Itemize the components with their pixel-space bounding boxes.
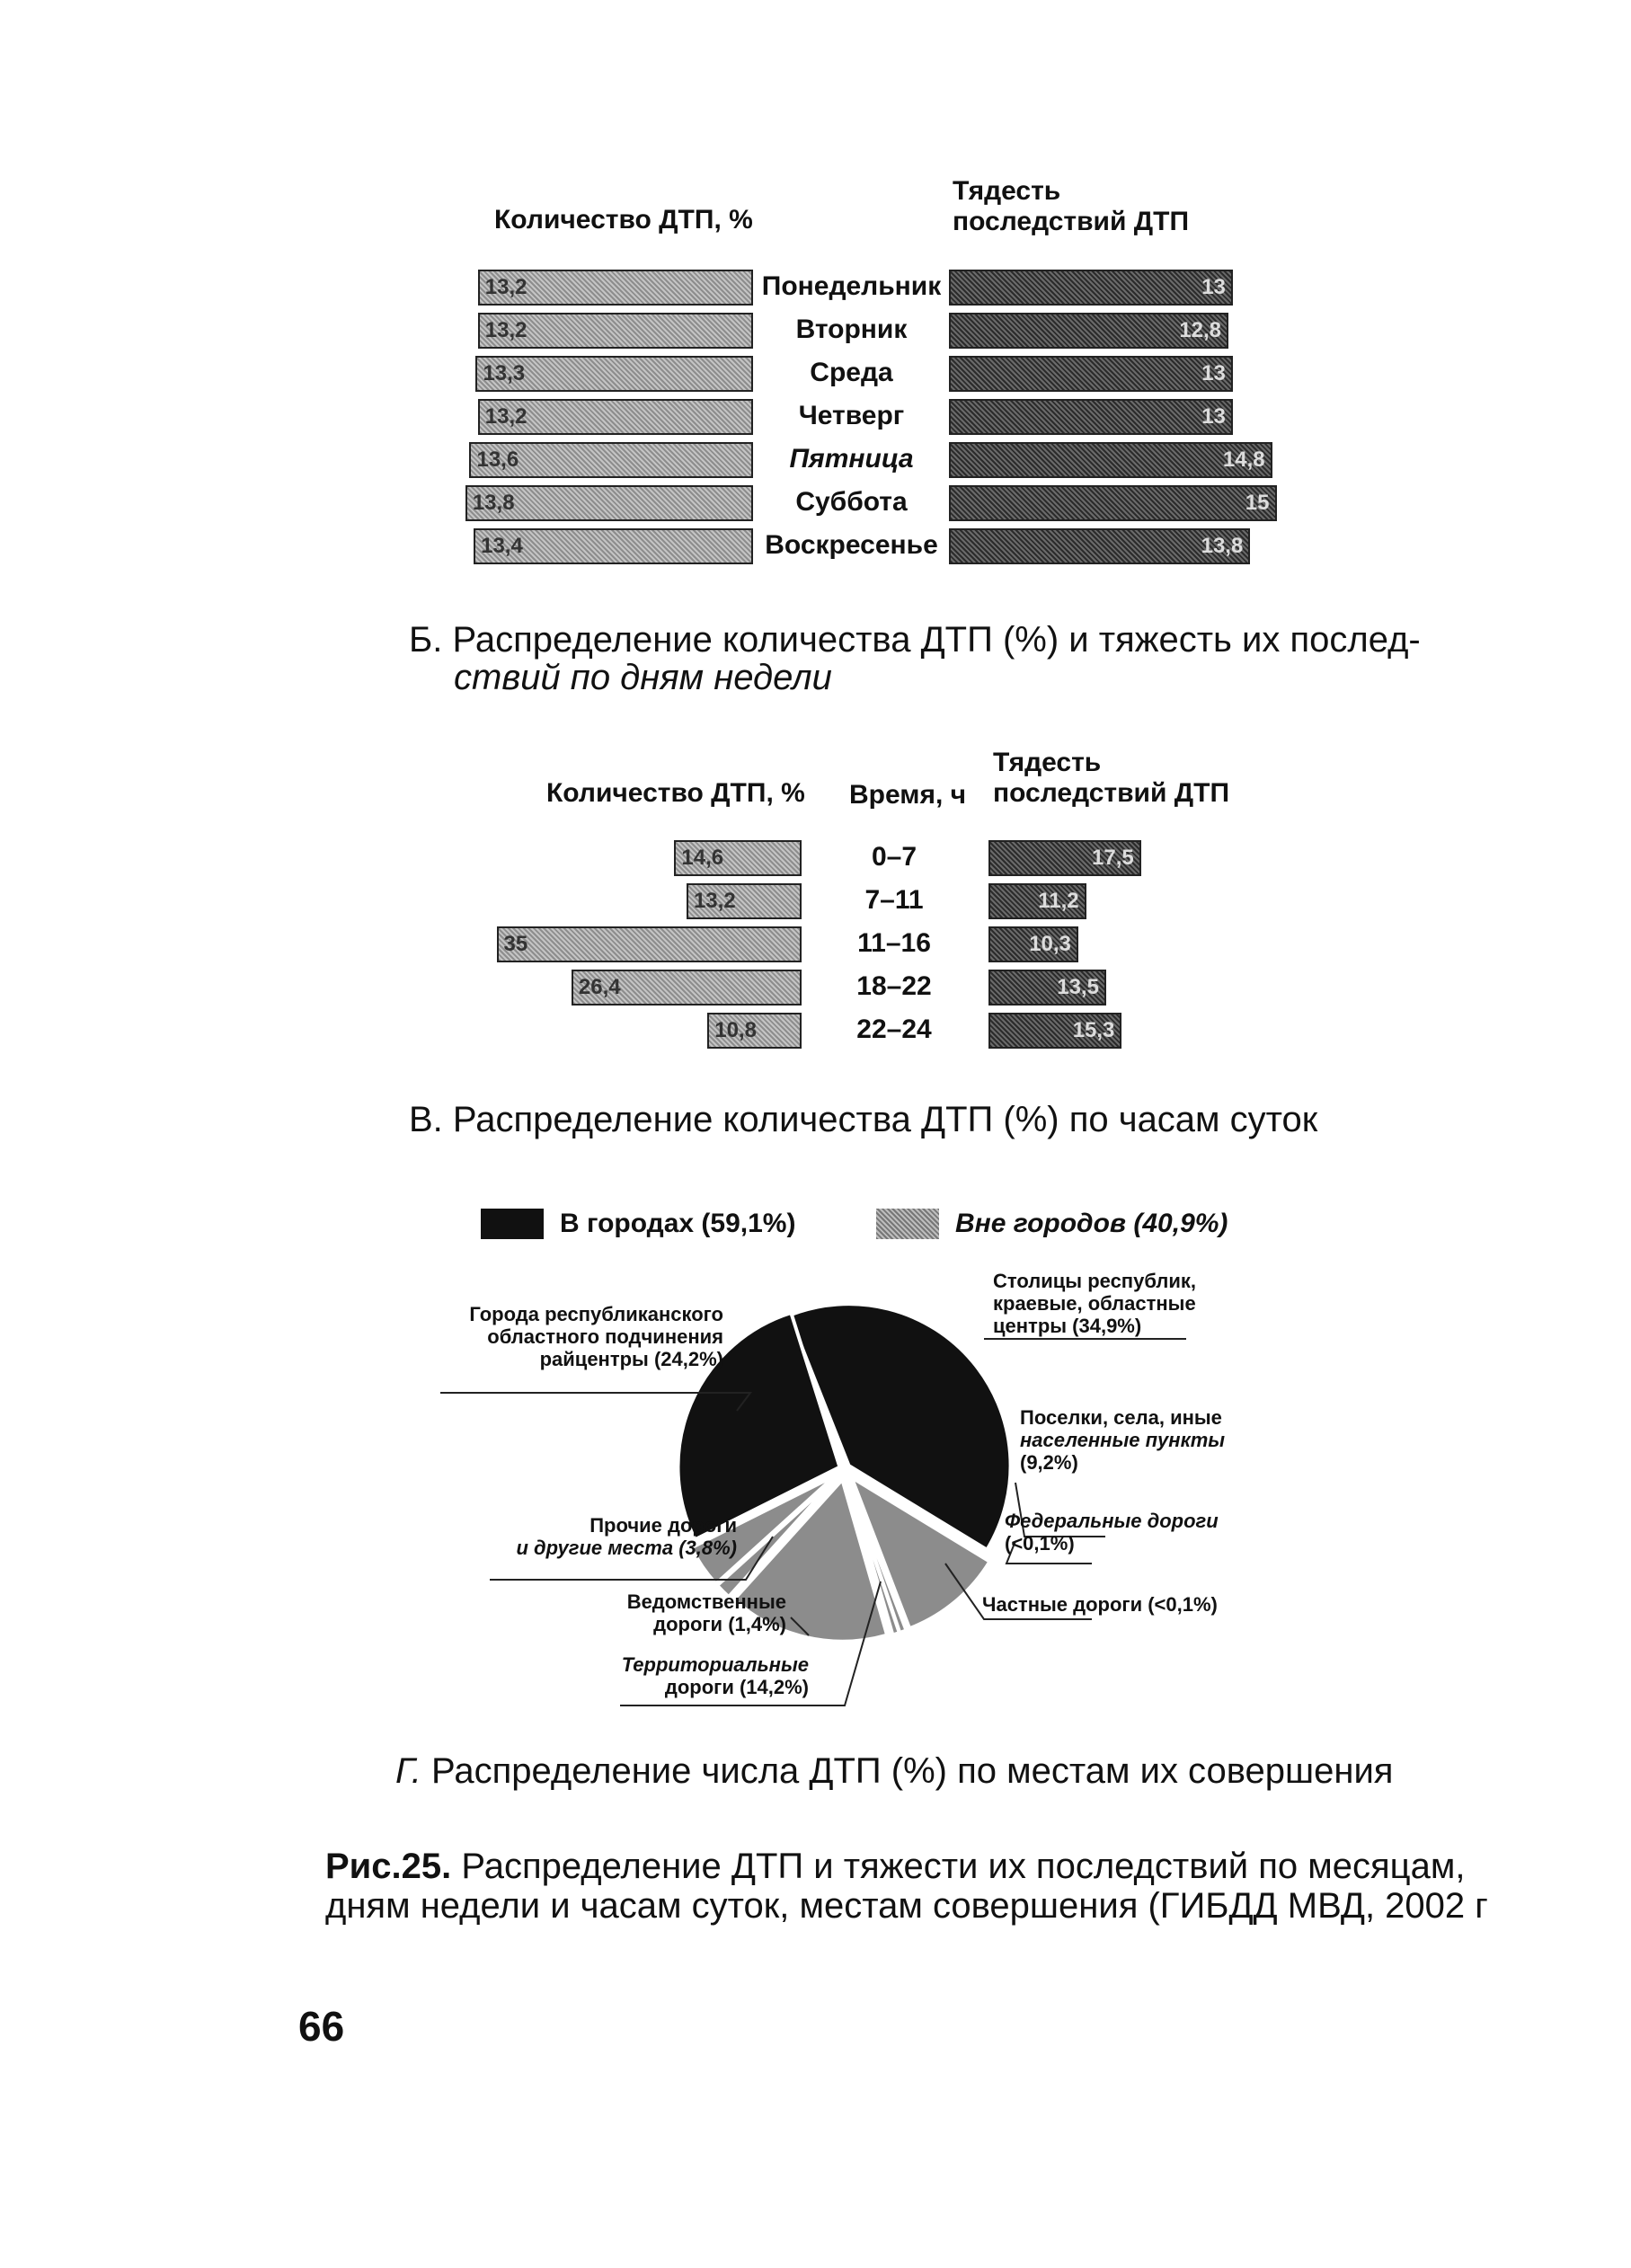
bar-count-label-3: 13,2 — [484, 404, 527, 429]
category-label-6: Воскресенье — [765, 530, 938, 560]
bar-count-label-0: 13,2 — [484, 275, 527, 299]
bar-severity-label-1: 12,8 — [1179, 318, 1222, 342]
chart-v-hours — [0, 0, 1631, 1078]
pie-label-republic-3: райцентры (24,2%) — [539, 1348, 723, 1370]
chart-v-right-header-line2: последствий ДТП — [993, 778, 1230, 808]
bar-severity-3 — [988, 970, 1106, 1006]
chart-v-caption — [409, 1098, 1317, 1141]
chart-g-caption-letter: Г. — [395, 1751, 421, 1791]
category-label-3: Четверг — [798, 401, 905, 430]
chart-v-time-header: Время, ч — [849, 780, 967, 810]
pie-label-capitals-2: краевые, областные — [993, 1292, 1196, 1315]
bar-severity-label-6: 13,8 — [1201, 534, 1244, 558]
pie-label-other-2: и другие места (3,8%) — [516, 1537, 737, 1559]
pie-label-republic-1: Города республиканского — [469, 1303, 723, 1325]
legend-cities — [481, 1209, 795, 1239]
pie-label-territorial — [539, 1653, 809, 1698]
bar-count-label-2: 13,3 — [483, 361, 526, 385]
legend-swatch-outside — [876, 1209, 939, 1239]
figure-caption-bold: Рис.25. — [325, 1847, 452, 1886]
bar-count-0 — [674, 840, 802, 876]
bar-severity-label-2: 13 — [1201, 361, 1226, 385]
category-label-3: 18–22 — [856, 971, 932, 1001]
pie-label-private: Частные дороги (<0,1%) — [982, 1593, 1218, 1616]
chart-b-caption-line1: Распределение количества ДТП (%) и тяжесть их послед- — [452, 620, 1421, 660]
bar-severity-label-5: 15 — [1245, 491, 1270, 515]
bar-count-4 — [707, 1013, 802, 1049]
bar-count-label-3: 26,4 — [578, 975, 621, 999]
category-label-2: 11–16 — [857, 928, 931, 958]
bar-severity-label-3: 13,5 — [1057, 975, 1099, 999]
pie-label-departmental-1: Ведомственные — [626, 1590, 786, 1613]
bar-count-label-4: 13,6 — [476, 447, 519, 472]
pie-label-other — [449, 1514, 737, 1559]
chart-g-caption-line1: Распределение числа ДТП (%) по местам их совершения — [431, 1751, 1394, 1791]
category-label-4: 22–24 — [856, 1014, 932, 1044]
pie-label-federal-2: (<0,1%) — [1005, 1532, 1075, 1555]
category-label-1: Вторник — [795, 315, 908, 344]
chart-b-left-header: Количество ДТП, % — [494, 205, 753, 235]
pie-label-territorial-1: Территориальные — [621, 1653, 809, 1676]
chart-g-caption — [395, 1750, 1393, 1793]
category-label-0: 0–7 — [871, 842, 917, 872]
legend-swatch-cities — [481, 1209, 544, 1239]
chart-v-caption-letter: В. — [409, 1100, 443, 1139]
bar-severity-label-2: 10,3 — [1029, 932, 1071, 956]
pie-label-villages-2: населенные пункты — [1020, 1429, 1226, 1451]
legend-outside-label: Вне городов (40,9%) — [955, 1209, 1228, 1238]
bar-severity-2 — [988, 926, 1078, 962]
pie-label-capitals-1: Столицы республик, — [993, 1270, 1196, 1292]
pie-label-villages-3: (9,2%) — [1020, 1451, 1078, 1474]
pie-label-departmental-2: дороги (1,4%) — [653, 1613, 786, 1635]
figure-caption — [325, 1845, 1465, 1888]
category-label-4: Пятница — [789, 444, 914, 474]
bar-severity-label-3: 13 — [1201, 404, 1226, 429]
bar-count-1 — [687, 883, 802, 919]
bar-severity-4 — [988, 1013, 1121, 1049]
pie-label-republic-2: областного подчинения — [487, 1325, 723, 1348]
bar-count-label-2: 35 — [503, 932, 528, 956]
pie-label-federal-1: Федеральные дороги — [1005, 1510, 1219, 1532]
pie-label-federal — [1005, 1510, 1219, 1555]
bar-count-2 — [497, 926, 802, 962]
pie-label-villages-1: Поселки, села, иные — [1020, 1406, 1222, 1429]
figure-caption-line2: дням недели и часам суток, местам совершения (ГИБДД МВД, 2002 г — [325, 1886, 1488, 1926]
bar-severity-1 — [988, 883, 1086, 919]
chart-b-right-header-line2: последствий ДТП — [953, 207, 1190, 236]
chart-v-left-header: Количество ДТП, % — [546, 778, 805, 808]
bar-severity-label-1: 11,2 — [1038, 889, 1079, 913]
category-label-5: Суббота — [795, 487, 908, 517]
bar-severity-label-4: 15,3 — [1072, 1018, 1115, 1042]
bar-count-label-5: 13,8 — [472, 491, 515, 515]
category-label-1: 7–11 — [864, 885, 924, 915]
bar-count-label-6: 13,4 — [481, 534, 523, 558]
pie-label-capitals — [993, 1270, 1196, 1337]
pie-label-capitals-3: центры (34,9%) — [993, 1315, 1142, 1337]
chart-v-right-header-line1: Тядесть — [993, 748, 1102, 777]
pie-label-other-1: Прочие дороги — [589, 1514, 737, 1537]
chart-b-caption-line2: ствий по дням недели — [454, 658, 832, 697]
bar-count-label-1: 13,2 — [693, 889, 736, 913]
bar-severity-label-4: 14,8 — [1222, 447, 1265, 472]
bar-severity-0 — [988, 840, 1141, 876]
pie-label-republic — [436, 1303, 723, 1370]
bar-count-label-1: 13,2 — [484, 318, 527, 342]
pie-chart — [0, 1240, 1631, 1779]
bar-severity-label-0: 13 — [1201, 275, 1226, 299]
chart-b-caption-letter: Б. — [409, 620, 443, 660]
legend-cities-label: В городах (59,1%) — [560, 1209, 796, 1238]
legend-outside — [876, 1209, 1228, 1239]
figure-caption-line1: Распределение ДТП и тяжести их последствий по месяцам, — [461, 1847, 1466, 1886]
category-label-0: Понедельник — [761, 271, 942, 301]
bar-count-3 — [572, 970, 802, 1006]
bar-severity-label-0: 17,5 — [1092, 846, 1134, 870]
pie-label-territorial-2: дороги (14,2%) — [664, 1676, 809, 1698]
bar-count-label-0: 14,6 — [681, 846, 724, 870]
pie-label-villages — [1020, 1406, 1225, 1474]
chart-v-caption-line1: Распределение количества ДТП (%) по часам суток — [452, 1100, 1318, 1139]
page-number: 66 — [298, 2003, 345, 2050]
chart-b-right-header-line1: Тядесть — [953, 176, 1061, 206]
bar-count-label-4: 10,8 — [714, 1018, 757, 1042]
pie-label-departmental — [499, 1590, 786, 1635]
category-label-2: Среда — [810, 358, 893, 387]
